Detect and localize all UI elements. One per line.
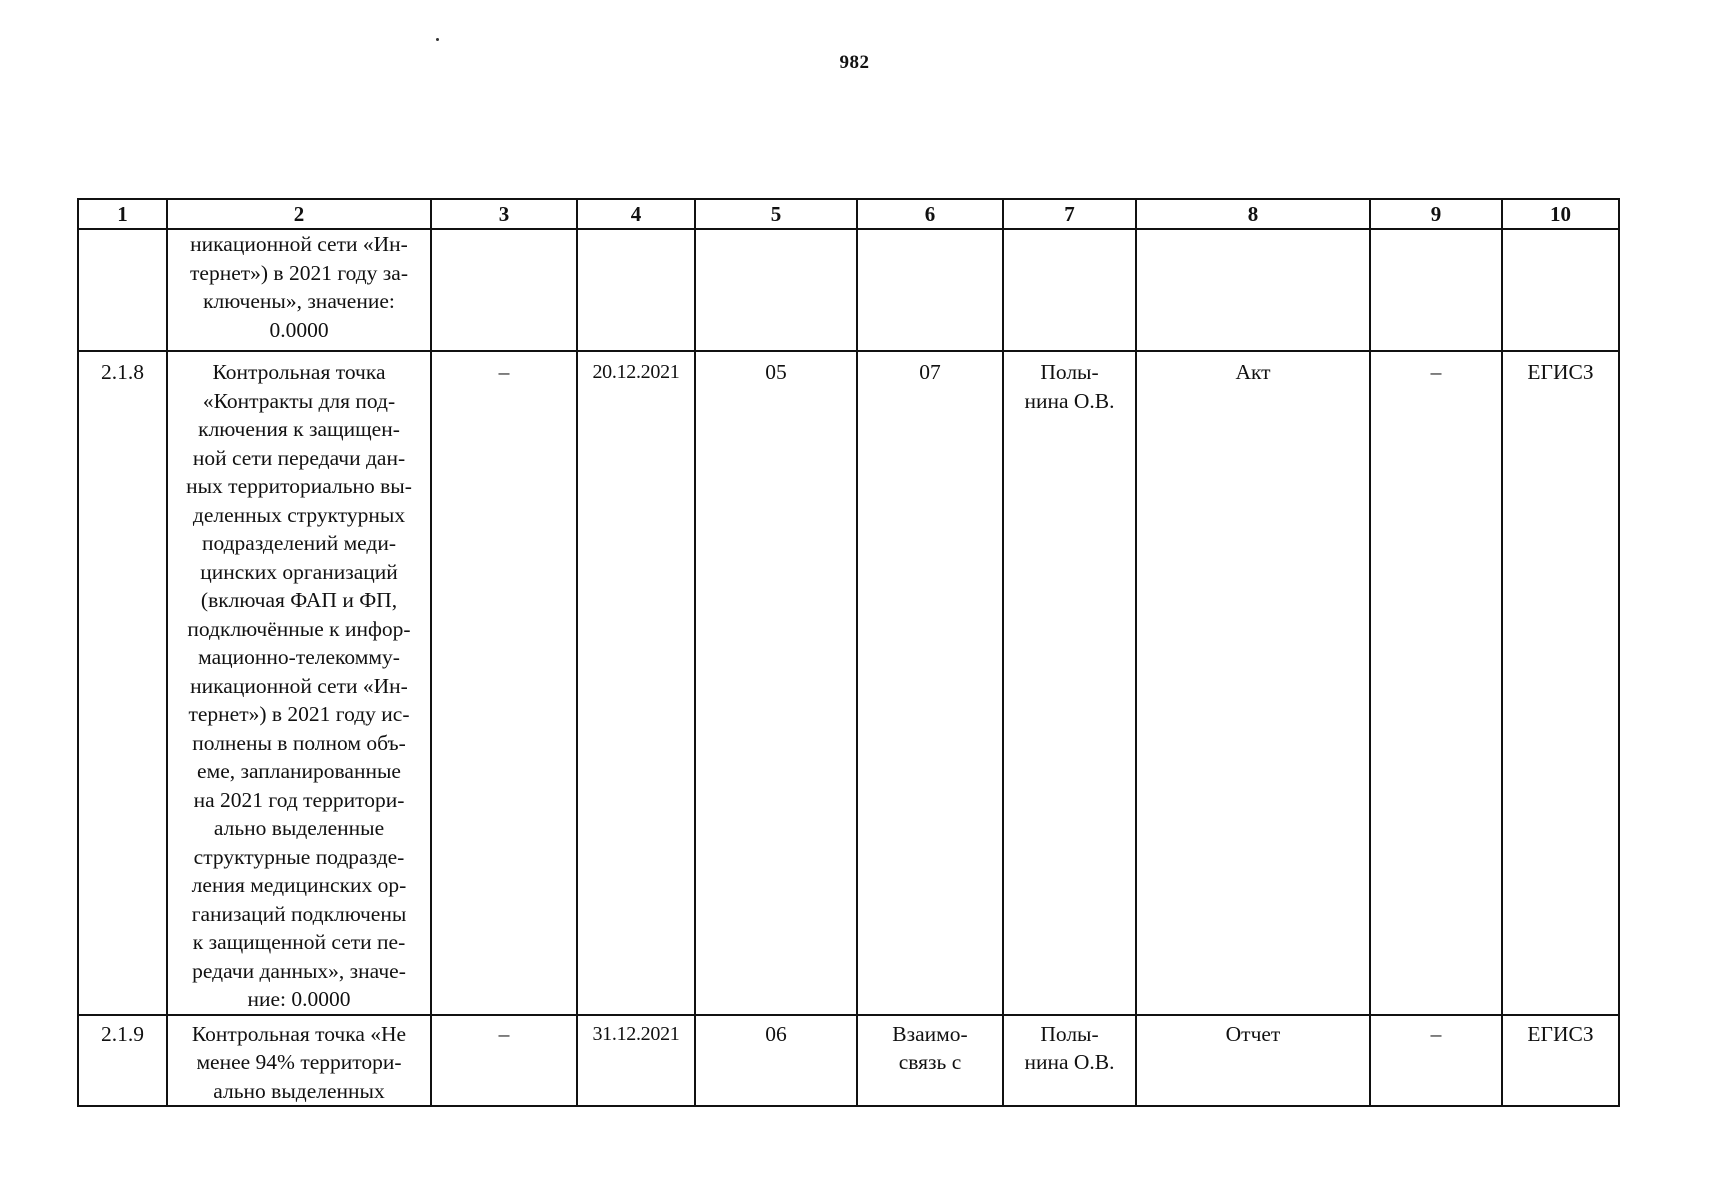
column-header-10: 10 xyxy=(1502,199,1619,229)
column-header-6: 6 xyxy=(857,199,1003,229)
cell-col5 xyxy=(695,229,857,351)
cell-col9-text: – xyxy=(1430,360,1442,384)
cell-system xyxy=(1502,229,1619,351)
scan-speck xyxy=(436,38,439,41)
cell-col9-text: – xyxy=(1430,1021,1442,1046)
table-row xyxy=(78,351,1619,1015)
cell-col5-text: 05 xyxy=(765,360,787,384)
table-row xyxy=(78,229,1619,351)
cell-col3-text: – xyxy=(498,1021,510,1046)
cell-number xyxy=(78,351,167,1015)
cell-col9 xyxy=(1370,1015,1502,1107)
cell-col6 xyxy=(857,229,1003,351)
cell-col6-text: Взаимо- связь с xyxy=(892,1021,968,1074)
cell-document xyxy=(1136,229,1370,351)
cell-description xyxy=(167,229,431,351)
cell-responsible xyxy=(1003,229,1136,351)
cell-system-text: ЕГИСЗ xyxy=(1527,1021,1594,1046)
cell-col9 xyxy=(1370,229,1502,351)
cell-col5-text: 06 xyxy=(765,1021,787,1046)
cell-date xyxy=(577,1015,695,1107)
cell-number xyxy=(78,229,167,351)
header-row xyxy=(78,199,1619,229)
cell-number-text: 2.1.9 xyxy=(101,1021,144,1046)
cell-col3 xyxy=(431,229,577,351)
cell-date-text: 31.12.2021 xyxy=(592,1022,680,1045)
cell-date xyxy=(577,229,695,351)
column-header-9: 9 xyxy=(1370,199,1502,229)
cell-col6-text: 07 xyxy=(919,360,941,384)
column-header-2: 2 xyxy=(167,199,431,229)
cell-col3-text: – xyxy=(498,360,510,384)
cell-col5 xyxy=(695,1015,857,1107)
cell-col6 xyxy=(857,351,1003,1015)
cell-document xyxy=(1136,1015,1370,1107)
cell-col5 xyxy=(695,351,857,1015)
column-header-7: 7 xyxy=(1003,199,1136,229)
cell-responsible-text: Полы- нина О.В. xyxy=(1024,1021,1115,1074)
cell-description-text: Контрольная точка «Не менее 94% территори- ально выделенных xyxy=(191,1021,407,1103)
cell-col3 xyxy=(431,1015,577,1107)
table-row xyxy=(78,1015,1619,1107)
column-header-4: 4 xyxy=(577,199,695,229)
cell-document xyxy=(1136,351,1370,1015)
column-header-1: 1 xyxy=(78,199,167,229)
cell-document-text: Отчет xyxy=(1225,1021,1281,1046)
cell-date xyxy=(577,351,695,1015)
cell-responsible-text: Полы- нина О.В. xyxy=(1024,360,1115,413)
cell-number xyxy=(78,1015,167,1107)
cell-description xyxy=(167,351,431,1015)
column-header-3: 3 xyxy=(431,199,577,229)
cell-responsible xyxy=(1003,1015,1136,1107)
cell-description-text: никационной сети «Ин- тернет») в 2021 году за- ключены», значение: 0.0000 xyxy=(190,232,408,342)
cell-description xyxy=(167,1015,431,1107)
cell-number-text: 2.1.8 xyxy=(101,360,144,384)
cell-description-text: Контрольная точка «Контракты для под- ключения к защищен- ной сети передачи дан- ных территориально вы- деленных структурных подразделений меди- цинских организаций (включая ФАП и ФП, подключённые к инфор- мационно-телекомму- никационной сети «Ин- тернет») в 2021 году ис- полнены в полном объ- еме, запланированные на 2021 год территори- ально выделенные структурные подразде- ления медицинских ор- ганизаций подключены к защищенной сети пе- редачи данных», значе- ние: 0.0000 xyxy=(186,360,412,1011)
page-number: 982 xyxy=(839,52,870,73)
column-header-5: 5 xyxy=(695,199,857,229)
cell-date-text: 20.12.2021 xyxy=(592,361,680,383)
plan-table xyxy=(77,198,1620,1107)
cell-system xyxy=(1502,351,1619,1015)
cell-document-text: Акт xyxy=(1235,360,1271,384)
cell-col6 xyxy=(857,1015,1003,1107)
cell-col9 xyxy=(1370,351,1502,1015)
column-header-8: 8 xyxy=(1136,199,1370,229)
cell-col3 xyxy=(431,351,577,1015)
cell-system-text: ЕГИСЗ xyxy=(1527,360,1594,384)
cell-system xyxy=(1502,1015,1619,1107)
cell-responsible xyxy=(1003,351,1136,1015)
